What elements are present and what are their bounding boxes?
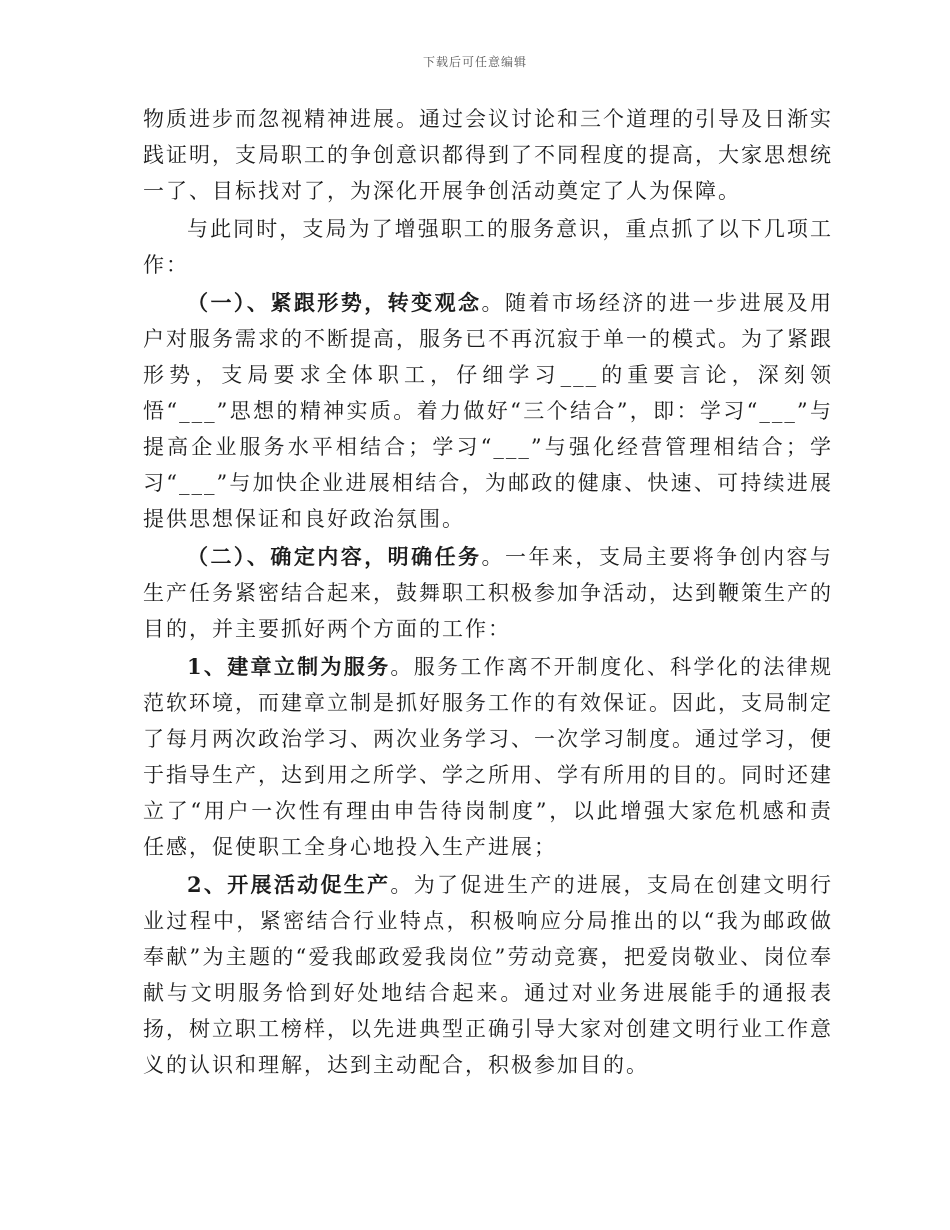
paragraph-section-1 (143, 285, 833, 537)
paragraph-item-2 (143, 867, 833, 1083)
paragraph-text: 物质进步而忽视精神进展。通过会议讨论和三个道理的引导及日渐实践证明，支局职工的争创意识都得到了不同程度的提高，大家思想统一了、目标找对了，为深化开展争创活动奠定了人为保障。 (143, 107, 833, 203)
item-heading: 2、开展活动促生产 (187, 872, 391, 897)
paragraph-text: 。一年来，支局主要将争创内容与生产任务紧密结合起来，鼓舞职工积极参加争活动，达到鞭策生产的目的，并主要抓好两个方面的工作： (143, 545, 834, 641)
section-heading: （二）、确定内容，明确任务 (187, 544, 482, 569)
paragraph-intro (143, 211, 833, 283)
paragraph-section-2 (143, 539, 833, 647)
page-header: 下载后可任意编辑 (422, 55, 527, 69)
paragraph-continuation (143, 101, 833, 209)
paragraph-text: 与此同时，支局为了增强职工的服务意识，重点抓了以下几项工作： (143, 217, 833, 277)
paragraph-text: 。随着市场经济的进一步进展及用户对服务需求的不断提高，服务已不再沉寂于单一的模式。为了紧跟形势，支局要求全体职工，仔细学习___的重要言论，深刻领悟“___”思想的精神实质。着力做好“三个结合”，即：学习“___”与提高企业服务水平相结合；学习“___”与强化经营管理相结合；学习“___”与加快企业进展相结合，为邮政的健康、快速、可持续进展提供思想保证和良好政治氛围。 (143, 291, 834, 531)
document-body (143, 101, 833, 1085)
item-heading: 1、建章立制为服务 (187, 654, 391, 679)
section-heading: （一）、紧跟形势，转变观念 (187, 290, 482, 315)
paragraph-text: 。服务工作离不开制度化、科学化的法律规范软环境，而建章立制是抓好服务工作的有效保证。因此，支局制定了每月两次政治学习、两次业务学习、一次学习制度。通过学习，便于指导生产，达到用之所学、学之所用、学有所用的目的。同时还建立了“用户一次性有理由申告待岗制度”，以此增强大家危机感和责任感，促使职工全身心地投入生产进展； (143, 655, 833, 859)
paragraph-item-1 (143, 649, 833, 865)
paragraph-text: 。为了促进生产的进展，支局在创建文明行业过程中，紧密结合行业特点，积极响应分局推出的以“我为邮政做奉献”为主题的“爱我邮政爱我岗位”劳动竞赛，把爱岗敬业、岗位奉献与文明服务恰到好处地结合起来。通过对业务进展能手的通报表扬，树立职工榜样，以先进典型正确引导大家对创建文明行业工作意义的认识和理解，达到主动配合，积极参加目的。 (143, 873, 833, 1077)
